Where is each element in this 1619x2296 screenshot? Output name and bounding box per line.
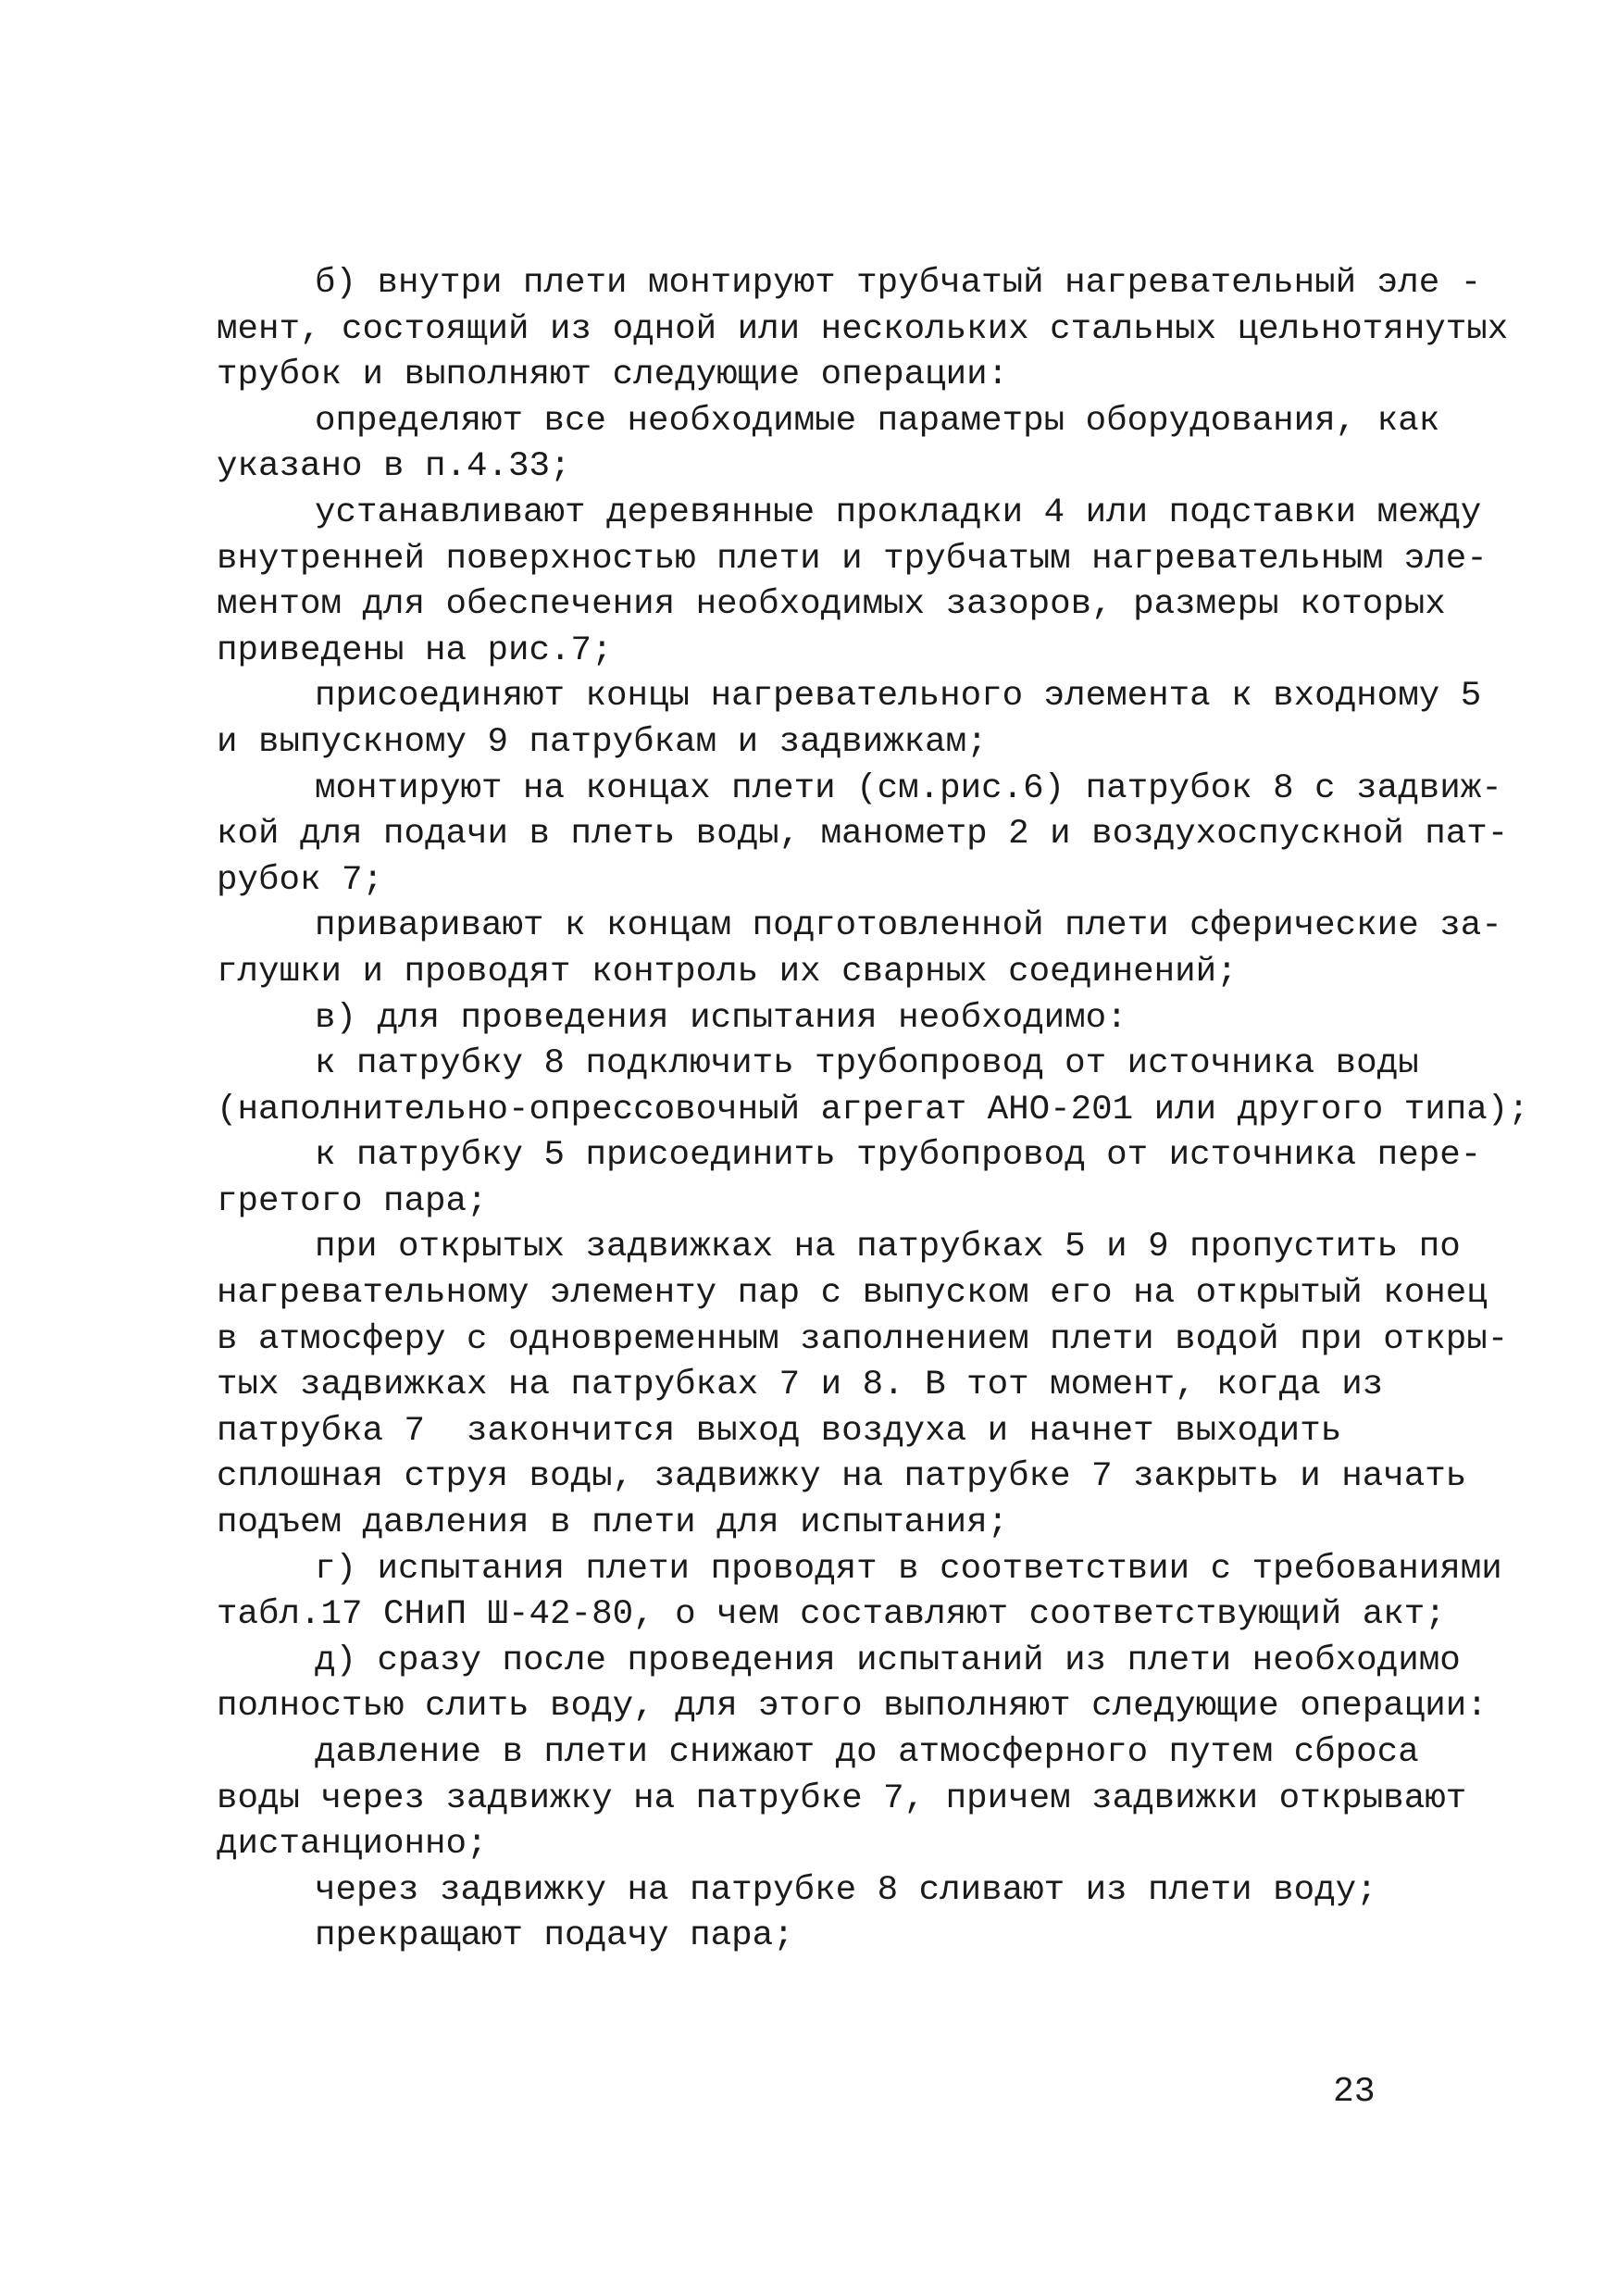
text-line: мент, состоящий из одной или нескольких стальных цельнотянутых bbox=[217, 309, 1509, 349]
text-line: присоединяют концы нагревательного элемента к входному 5 bbox=[315, 677, 1482, 717]
text-line: гретого пара; bbox=[217, 1181, 488, 1221]
text-line: тых задвижках на патрубках 7 и 8. В тот момент, когда из bbox=[217, 1366, 1384, 1405]
text-line: внутренней поверхностью плети и трубчатым нагревательным эле- bbox=[217, 539, 1488, 579]
text-line: к патрубку 5 присоединить трубопровод от источника пере- bbox=[315, 1136, 1482, 1176]
text-line: рубок 7; bbox=[217, 860, 384, 900]
text-line: в атмосферу с одновременным заполнением плети водой при откры- bbox=[217, 1319, 1509, 1359]
text-line: при открытых задвижках на патрубках 5 и 9 пропустить по bbox=[315, 1228, 1461, 1267]
text-line: кой для подачи в плеть воды, манометр 2 и воздухоспускной пат- bbox=[217, 815, 1509, 855]
text-line: подъем давления в плети для испытания; bbox=[217, 1504, 1009, 1543]
text-line: воды через задвижку на патрубке 7, причем задвижки открывают bbox=[217, 1778, 1467, 1818]
text-line: приведены на рис.7; bbox=[217, 630, 613, 670]
text-line: б) внутри плети монтируют трубчатый нагревательный эле - bbox=[315, 264, 1482, 303]
body-text bbox=[217, 261, 1529, 1960]
text-line: нагревательному элементу пар с выпуском его на открытый конец bbox=[217, 1274, 1488, 1314]
text-line: определяют все необходимые параметры оборудования, как bbox=[315, 401, 1440, 441]
text-line: к патрубку 8 подключить трубопровод от источника воды bbox=[315, 1044, 1419, 1084]
text-line: патрубка 7 закончится выход воздуха и начнет выходить bbox=[217, 1411, 1342, 1451]
text-line: (наполнительно-опрессовочный агрегат АНО-201 или другого типа); bbox=[217, 1090, 1529, 1129]
text-line: монтируют на концах плети (см.рис.6) патрубок 8 с задвиж- bbox=[315, 768, 1502, 808]
text-line: приваривают к концам подготовленной плети сферические за- bbox=[315, 906, 1502, 946]
text-line: сплошная струя воды, задвижку на патрубке 7 закрыть и начать bbox=[217, 1457, 1467, 1497]
text-line: глушки и проводят контроль их сварных соединений; bbox=[217, 952, 1238, 992]
text-line: прекращают подачу пара; bbox=[315, 1916, 794, 1956]
text-line: через задвижку на патрубке 8 сливают из плети воду; bbox=[315, 1870, 1377, 1910]
text-line: табл.17 СНиП Ш-42-80, о чем составляют соответствующий акт; bbox=[217, 1595, 1446, 1635]
text-line: д) сразу после проведения испытаний из плети необходимо bbox=[315, 1641, 1461, 1680]
text-line: в) для проведения испытания необходимо: bbox=[315, 998, 1127, 1038]
text-line: г) испытания плети проводят в соответствии с требованиями bbox=[315, 1549, 1502, 1589]
text-line: полностью слить воду, для этого выполняют следующие операции: bbox=[217, 1687, 1488, 1727]
text-line: трубок и выполняют следующие операции: bbox=[217, 356, 1009, 395]
page-number: 23 bbox=[1333, 2072, 1376, 2112]
text-line: ментом для обеспечения необходимых зазоров, размеры которых bbox=[217, 585, 1446, 625]
text-line: указано в п.4.33; bbox=[217, 447, 571, 487]
text-line: устанавливают деревянные прокладки 4 или подставки между bbox=[315, 493, 1482, 532]
text-line: давление в плети снижают до атмосферного путем сброса bbox=[315, 1733, 1419, 1772]
text-line: и выпускному 9 патрубкам и задвижкам; bbox=[217, 722, 988, 762]
text-line: дистанционно; bbox=[217, 1825, 488, 1865]
